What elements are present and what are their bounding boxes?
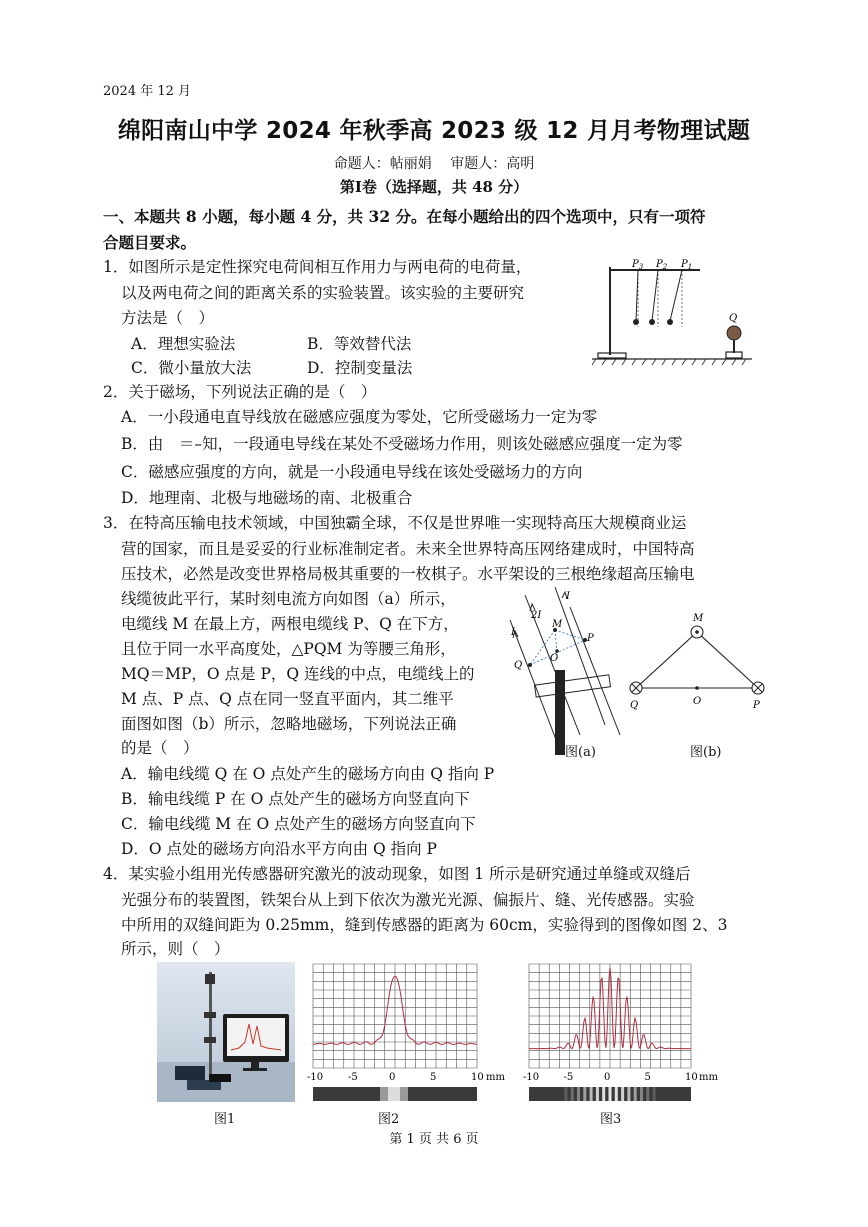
tick-label: 10 xyxy=(471,1072,484,1083)
q4-fig2-unit: mm xyxy=(486,1072,505,1083)
q3a-label-p: P xyxy=(587,633,594,644)
q3a-label-o: O xyxy=(550,653,559,664)
q3a-label-i3: I xyxy=(511,627,515,638)
q4-figure3-caption: 图3 xyxy=(600,1112,622,1127)
q1-option-b: B．等效替代法 xyxy=(307,335,412,353)
tick-label: 5 xyxy=(644,1072,651,1083)
q3a-label-q: Q xyxy=(514,660,523,671)
q3-stem-line4: 线缆彼此平行，某时刻电流方向如图（a）所示， xyxy=(121,590,456,608)
q3-stem-line9: 面图如图（b）所示，忽略地磁场，下列说法正确 xyxy=(121,715,457,733)
fringe xyxy=(571,1087,574,1101)
q2-option-d: D．地理南、北极与地磁场的南、北极重合 xyxy=(121,489,413,507)
tick-label: 10 xyxy=(685,1072,698,1083)
q3-figure-b-caption: 图(b) xyxy=(690,745,722,760)
fringe xyxy=(627,1087,630,1101)
q3-figure-b xyxy=(625,612,770,712)
q1-label-q: Q xyxy=(729,313,738,324)
fringe xyxy=(609,1087,612,1101)
q3-stem-line1: 3．在特高压输电技术领域，中国独霸全球，不仅是世界唯一实现特高压大规模商业运 xyxy=(103,514,687,532)
q3a-label-i1: I xyxy=(566,591,570,602)
part1-instruction-line2: 合题目要求。 xyxy=(103,233,197,252)
fringe xyxy=(577,1087,580,1101)
exam-title: 绵阳南山中学 2024 年秋季高 2023 级 12 月月考物理试题 xyxy=(117,118,751,144)
q1-option-c: C．微小量放大法 xyxy=(131,359,252,377)
q4-figure3-graph xyxy=(517,960,732,1105)
q4-figure2-caption: 图2 xyxy=(378,1112,400,1127)
q1-option-d: D．控制变量法 xyxy=(307,359,413,377)
fringe xyxy=(640,1087,643,1101)
fringe xyxy=(583,1087,586,1101)
q4-stem-line3: 中所用的双缝间距为 0.25mm，缝到传感器的距离为 60cm，实验得到的图像如图 2、3 xyxy=(121,916,728,934)
tick-label: -10 xyxy=(523,1072,540,1083)
part1-instruction-line1: 一、本题共 8 小题，每小题 4 分，共 32 分。在每小题给出的四个选项中，只有一项符 xyxy=(103,207,706,226)
page-footer: 第 1 页 共 6 页 xyxy=(389,1132,479,1147)
tick-label: -5 xyxy=(563,1072,574,1083)
q1-label-p2: $P_2$ xyxy=(656,259,668,271)
q3-option-a: A．输电线缆 Q 在 O 点处产生的磁场方向由 Q 指向 P xyxy=(121,765,495,783)
q3-option-d: D．O 点处的磁场方向沿水平方向由 Q 指向 P xyxy=(121,840,437,858)
q2-option-b: B．由 ＝–知，一段通电导线在某处不受磁场力作用，则该处磁感应强度一定为零 xyxy=(121,435,683,453)
q1-stem-line1: 1．如图所示是定性探究电荷间相互作用力与两电荷的电荷量， xyxy=(103,258,532,276)
tick-label: 0 xyxy=(389,1072,396,1083)
fringe xyxy=(653,1087,656,1101)
fringe xyxy=(621,1087,624,1101)
q3-stem-line8: M 点、P 点、Q 点在同一竖直平面内，其二维平 xyxy=(121,690,454,708)
q3-figure-a-caption: 图(a) xyxy=(565,745,596,760)
fringe xyxy=(596,1087,599,1101)
tick-label: 5 xyxy=(430,1072,437,1083)
q4-figure2-graph xyxy=(300,960,515,1105)
q3a-label-2i: 2I xyxy=(531,610,542,621)
tick-label: 0 xyxy=(604,1072,611,1083)
exam-date: 2024 年 12 月 xyxy=(103,84,192,99)
q2-option-a: A．一小段通电直导线放在磁感应强度为零处，它所受磁场力一定为零 xyxy=(121,408,598,426)
q3a-label-m: M xyxy=(552,619,563,630)
q4-figure1-caption: 图1 xyxy=(214,1112,236,1127)
q1-stem-line2: 以及两电荷之间的距离关系的实验装置。该实验的主要研究 xyxy=(121,284,525,302)
q1-label-p3: $P_3$ xyxy=(632,259,644,271)
q3-option-b: B．输电线缆 P 在 O 点处产生的磁场方向竖直向下 xyxy=(121,790,470,808)
tick-label: -10 xyxy=(307,1072,324,1083)
q3-stem-line10: 的是（ ） xyxy=(121,739,199,757)
q3b-label-q: Q xyxy=(630,700,639,711)
q3-stem-line3: 压技术，必然是改变世界格局极其重要的一枚棋子。水平架设的三根绝缘超高压输电 xyxy=(121,565,695,583)
fringe xyxy=(615,1087,618,1101)
exam-authors: 命题人：帖丽娟 审题人：高明 xyxy=(333,156,535,172)
q4-fig3-unit: mm xyxy=(699,1072,718,1083)
fringe xyxy=(564,1087,567,1101)
fringe xyxy=(602,1087,605,1101)
q1-stem-line3: 方法是（ ） xyxy=(121,309,215,327)
q1-label-p1: $P_1$ xyxy=(681,259,693,271)
q3-stem-line2: 营的国家，而且是妥妥的行业标准制定者。未来全世界特高压网络建成时，中国特高 xyxy=(121,540,695,558)
q4-stem-line2: 光强分布的装置图，铁架台从上到下依次为激光光源、偏振片、缝、光传感器。实验 xyxy=(121,891,695,909)
fringe xyxy=(646,1087,649,1101)
fringe xyxy=(590,1087,593,1101)
q1-apparatus-figure xyxy=(592,255,752,370)
q3-stem-line6: 且位于同一水平高度处，△PQM 为等腰三角形， xyxy=(121,640,456,658)
q3b-label-p: P xyxy=(753,700,760,711)
q3b-label-o: O xyxy=(693,696,702,707)
q4-stem-line4: 所示，则（ ） xyxy=(121,940,230,958)
tick-label: -5 xyxy=(348,1072,358,1083)
q3-figure-a xyxy=(500,585,630,760)
q1-option-a: A．理想实验法 xyxy=(131,335,236,353)
section-heading: 第Ⅰ卷（选择题，共 48 分） xyxy=(339,178,529,196)
q2-stem: 2．关于磁场，下列说法正确的是（ ） xyxy=(103,383,377,401)
q4-figure1-photo xyxy=(157,962,295,1102)
q3b-label-m: M xyxy=(693,613,704,624)
q3-stem-line7: MQ＝MP，O 点是 P，Q 连线的中点，电缆线上的 xyxy=(121,665,475,683)
q4-stem-line1: 4．某实验小组用光传感器研究激光的波动现象，如图 1 所示是研究通过单缝或双缝后 xyxy=(103,865,691,883)
q2-option-c: C．磁感应强度的方向，就是一小段通电导线在该处受磁场力的方向 xyxy=(121,463,583,481)
q3-option-c: C．输电线缆 M 在 O 点处产生的磁场方向竖直向下 xyxy=(121,815,476,833)
fringe xyxy=(634,1087,637,1101)
q3-stem-line5: 电缆线 M 在最上方，两根电缆线 P、Q 在下方， xyxy=(121,615,459,633)
